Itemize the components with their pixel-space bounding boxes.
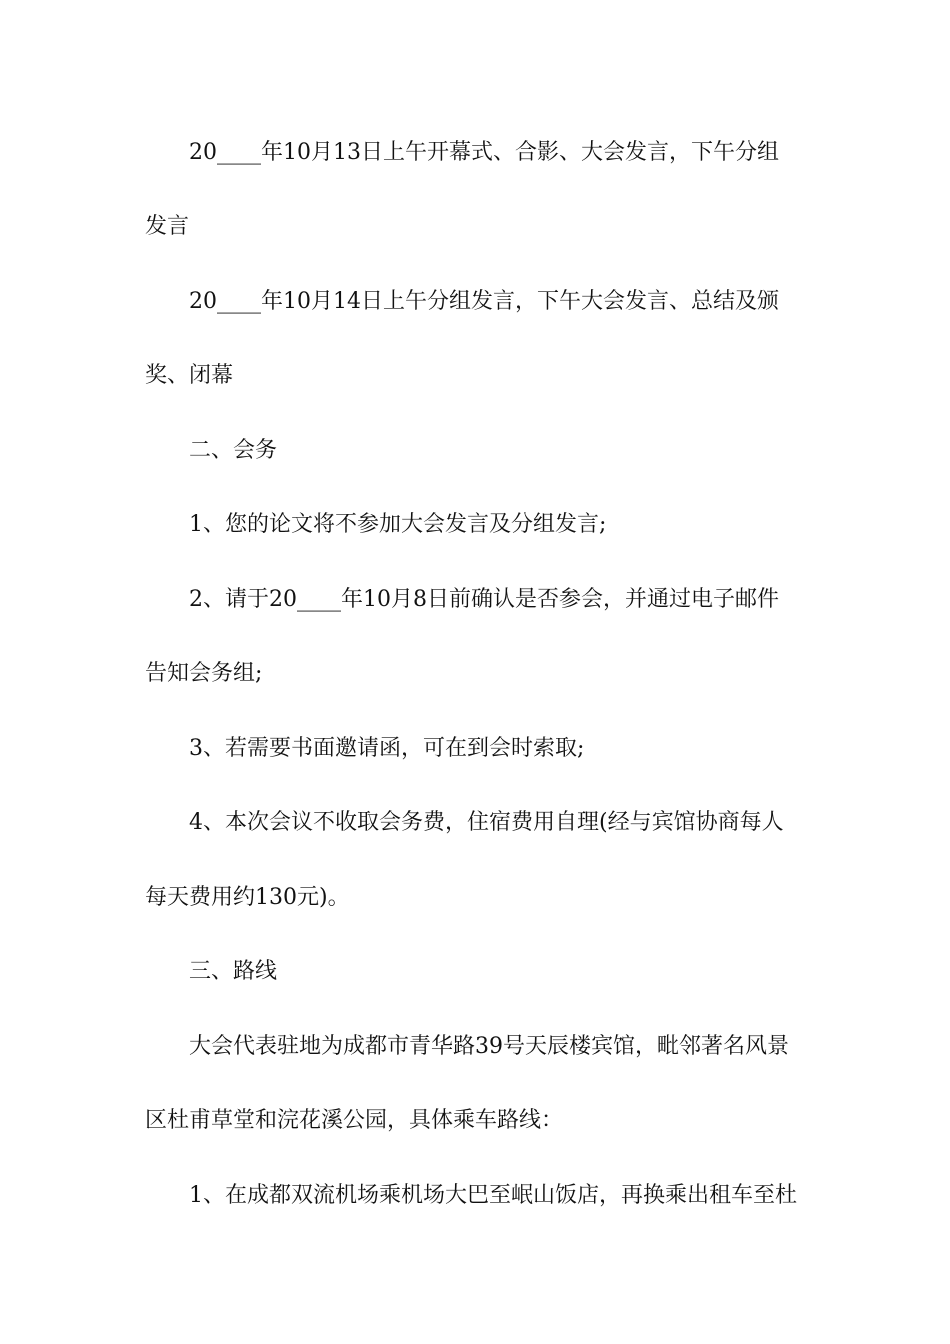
route-intro-line2: 区杜甫草堂和浣花溪公园，具体乘车路线： [145,1108,564,1133]
section-heading-route: 三、路线 [189,959,278,984]
route-intro-line1: 大会代表驻地为成都市青华路39号天辰楼宾馆，毗邻著名风景 [189,1034,789,1059]
affairs-item-2-line2: 告知会务组; [145,661,263,686]
schedule-oct13-line2: 发言 [145,214,190,239]
schedule-oct14-line2: 奖、闭幕 [145,363,234,388]
affairs-item-4-line2: 每天费用约130元)。 [145,885,350,910]
schedule-oct14-line1: 20____年10月14日上午分组发言，下午大会发言、总结及颁 [189,289,779,314]
route-item-1: 1、在成都双流机场乘机场大巴至岷山饭店，再换乘出租车至杜 [189,1183,797,1208]
schedule-oct13-line1: 20____年10月13日上午开幕式、合影、大会发言，下午分组 [189,140,779,165]
section-heading-affairs: 二、会务 [189,438,278,463]
affairs-item-4-line1: 4、本次会议不收取会务费，住宿费用自理(经与宾馆协商每人 [189,810,784,835]
affairs-item-1: 1、您的论文将不参加大会发言及分组发言; [189,512,607,537]
affairs-item-2-line1: 2、请于20____年10月8日前确认是否参会，并通过电子邮件 [189,587,779,612]
affairs-item-3: 3、若需要书面邀请函，可在到会时索取; [189,736,585,761]
